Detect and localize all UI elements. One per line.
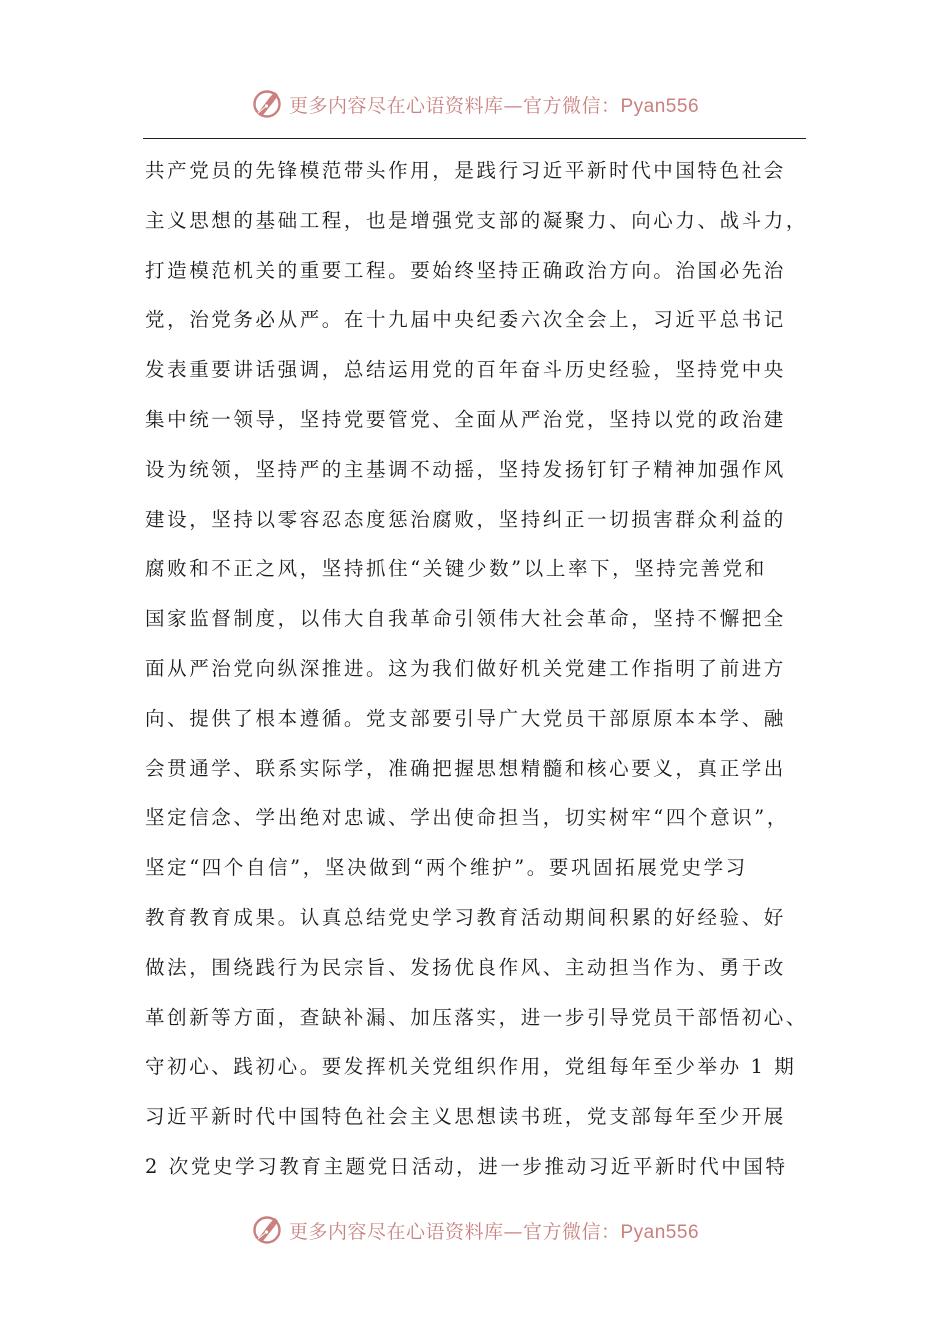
body-line: 习近平新时代中国特色社会主义思想读书班，党支部每年至少开展	[145, 1105, 786, 1129]
body-line: 守初心、践初心。要发挥机关党组织作用，党组每年至少举办 1 期	[145, 1055, 797, 1079]
banner-slogan: 更多内容尽在心语资料库—官方微信：	[288, 94, 621, 117]
banner-wechat-id: Pyan556	[620, 1221, 700, 1243]
body-line: 党，治党务必从严。在十九届中央纪委六次全会上，习近平总书记	[145, 308, 786, 332]
body-line: 革创新等方面，查缺补漏、加压落实，进一步引导党员干部悟初心、	[145, 1005, 809, 1029]
header-banner	[0, 82, 950, 126]
body-line: 建设，坚持以零容忍态度惩治腐败，坚持纠正一切损害群众利益的	[145, 507, 786, 531]
body-line: 发表重要讲话强调，总结运用党的百年奋斗历史经验，坚持党中央	[145, 358, 786, 382]
body-line: 2 次党史学习教育主题党日活动，进一步推动习近平新时代中国特	[145, 1154, 788, 1178]
banner-text	[289, 91, 699, 118]
footer-banner	[0, 1208, 950, 1252]
body-line: 共产党员的先锋模范带头作用，是践行习近平新时代中国特色社会	[145, 159, 786, 182]
body-line: 集中统一领导，坚持党要管党、全面从严治党，坚持以党的政治建	[145, 407, 786, 431]
body-line: 向、提供了根本遵循。党支部要引导广大党员干部原原本本学、融	[145, 706, 786, 730]
document-body	[145, 146, 820, 1192]
banner-wechat-id: Pyan556	[620, 95, 700, 117]
body-line: 会贯通学、联系实际学，准确把握思想精髓和核心要义，真正学出	[145, 756, 786, 780]
body-line: 打造模范机关的重要工程。要始终坚持正确政治方向。治国必先治	[145, 258, 786, 282]
body-line: 坚定“四个自信”，坚决做到“两个维护”。要巩固拓展党史学习	[145, 856, 748, 880]
body-line: 设为统领，坚持严的主基调不动摇，坚持发扬钉钉子精神加强作风	[145, 457, 786, 481]
body-line: 主义思想的基础工程，也是增强党支部的凝聚力、向心力、战斗力，	[145, 208, 809, 232]
body-line: 腐败和不正之风，坚持抓住“关键少数”以上率下，坚持完善党和	[145, 557, 767, 581]
banner-slogan: 更多内容尽在心语资料库—官方微信：	[288, 1220, 621, 1243]
pen-nib-logo-icon	[251, 1214, 283, 1246]
body-line: 做法，围绕践行为民宗旨、发扬优良作风、主动担当作为、勇于改	[145, 955, 786, 979]
pen-nib-logo-icon	[251, 88, 283, 120]
body-line: 坚定信念、学出绝对忠诚、学出使命担当，切实树牢“四个意识”，	[145, 806, 789, 830]
banner-text	[289, 1217, 699, 1244]
body-line: 面从严治党向纵深推进。这为我们做好机关党建工作指明了前进方	[145, 656, 786, 680]
body-line: 教育教育成果。认真总结党史学习教育活动期间积累的好经验、好	[145, 905, 786, 929]
body-line: 国家监督制度，以伟大自我革命引领伟大社会革命，坚持不懈把全	[145, 607, 786, 631]
header-divider	[143, 138, 806, 139]
